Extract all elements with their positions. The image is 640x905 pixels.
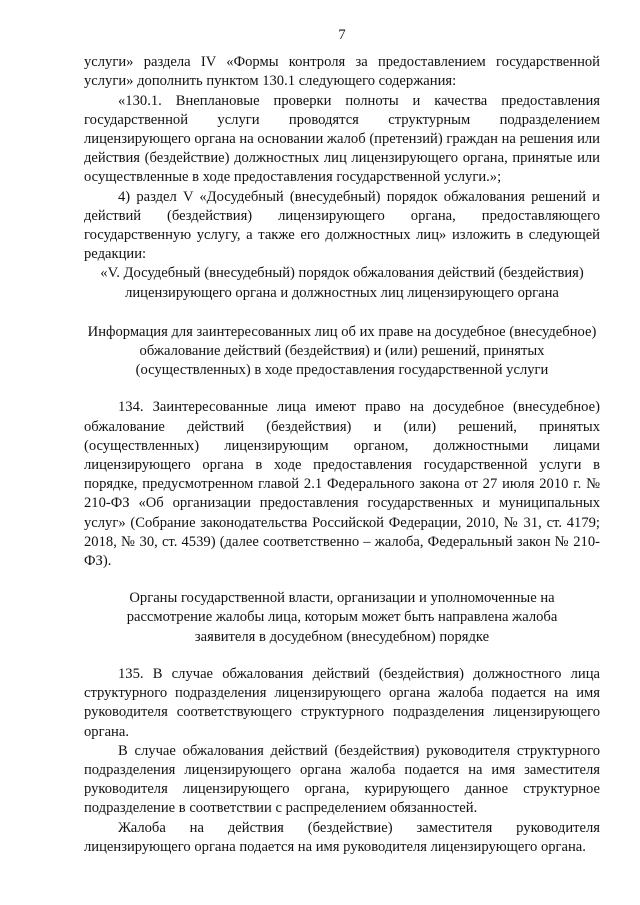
paragraph-130-1: «130.1. Внеплановые проверки полноты и качества предоставления государственной услуги проводятся структурным подразделением лицензирующего органа на основании жалоб (претензий) граждан на решения или действия (бездействие) должностных лиц лицензирующего органа, принятые или осуществленные в ходе предоставления государственной услуги.»; xyxy=(84,92,600,186)
page-number: 7 xyxy=(338,27,346,43)
subtitle-information: Информация для заинтересованных лиц об их праве на досудебное (внесудебное) обжалование действий (бездействия) и (или) решений, принятых (осуществленных) в ходе предоставления государственной услуги xyxy=(87,323,597,379)
paragraph-135-c: Жалоба на действия (бездействие) заместителя руководителя лицензирующего органа подается на имя руководителя лицензирующего органа. xyxy=(84,819,600,855)
paragraph-134: 134. Заинтересованные лица имеют право на досудебное (внесудебное) обжалование действий (бездействия) и (или) решений, принятых (осуществленных) лицензирующим органом, должностными лицами лицензирующего органа в ходе предоставления государственной услуги в порядке, предусмотренном главой 2.1 Федерального закона от 27 июля 2010 г. № 210-ФЗ «Об организации предоставления государственных и муниципальных услуг» (Собрание законодательства Российской Федерации, 2010, № 31, ст. 4179; 2018, № 30, ст. 4539) (далее соответственно – жалоба, Федеральный закон № 210-ФЗ). xyxy=(84,399,600,570)
section-v-title: «V. Досудебный (внесудебный) порядок обжалования действий (бездействия) лицензирующего органа и должностных лиц лицензирующего органа xyxy=(100,265,584,301)
paragraph-item-4: 4) раздел V «Досудебный (внесудебный) порядок обжалования решений и действий (бездействия) лицензирующего органа, предоставляющего государственную услугу, а также его должностных лиц» изложить в следующей редакции: xyxy=(84,188,600,263)
document-page xyxy=(84,26,600,857)
paragraph-intro: услуги» раздела IV «Формы контроля за предоставлением государственной услуги» дополнить пунктом 130.1 следующего содержания: xyxy=(84,54,600,90)
paragraph-135-b: В случае обжалования действий (бездействия) руководителя структурного подразделения лицензирующего органа жалоба подается на имя заместителя руководителя лицензирующего органа, курирующего данное структурное подразделение в соответствии с распределением обязанностей. xyxy=(84,742,600,817)
paragraph-135: 135. В случае обжалования действий (бездействия) должностного лица структурного подразделения лицензирующего органа жалоба подается на имя руководителя соответствующего структурного подразделения лицензирующего органа. xyxy=(84,665,600,740)
subtitle-authorities: Органы государственной власти, организации и уполномоченные на рассмотрение жалобы лица, которым может быть направлена жалоба заявителя в досудебном (внесудебном) порядке xyxy=(126,590,558,645)
